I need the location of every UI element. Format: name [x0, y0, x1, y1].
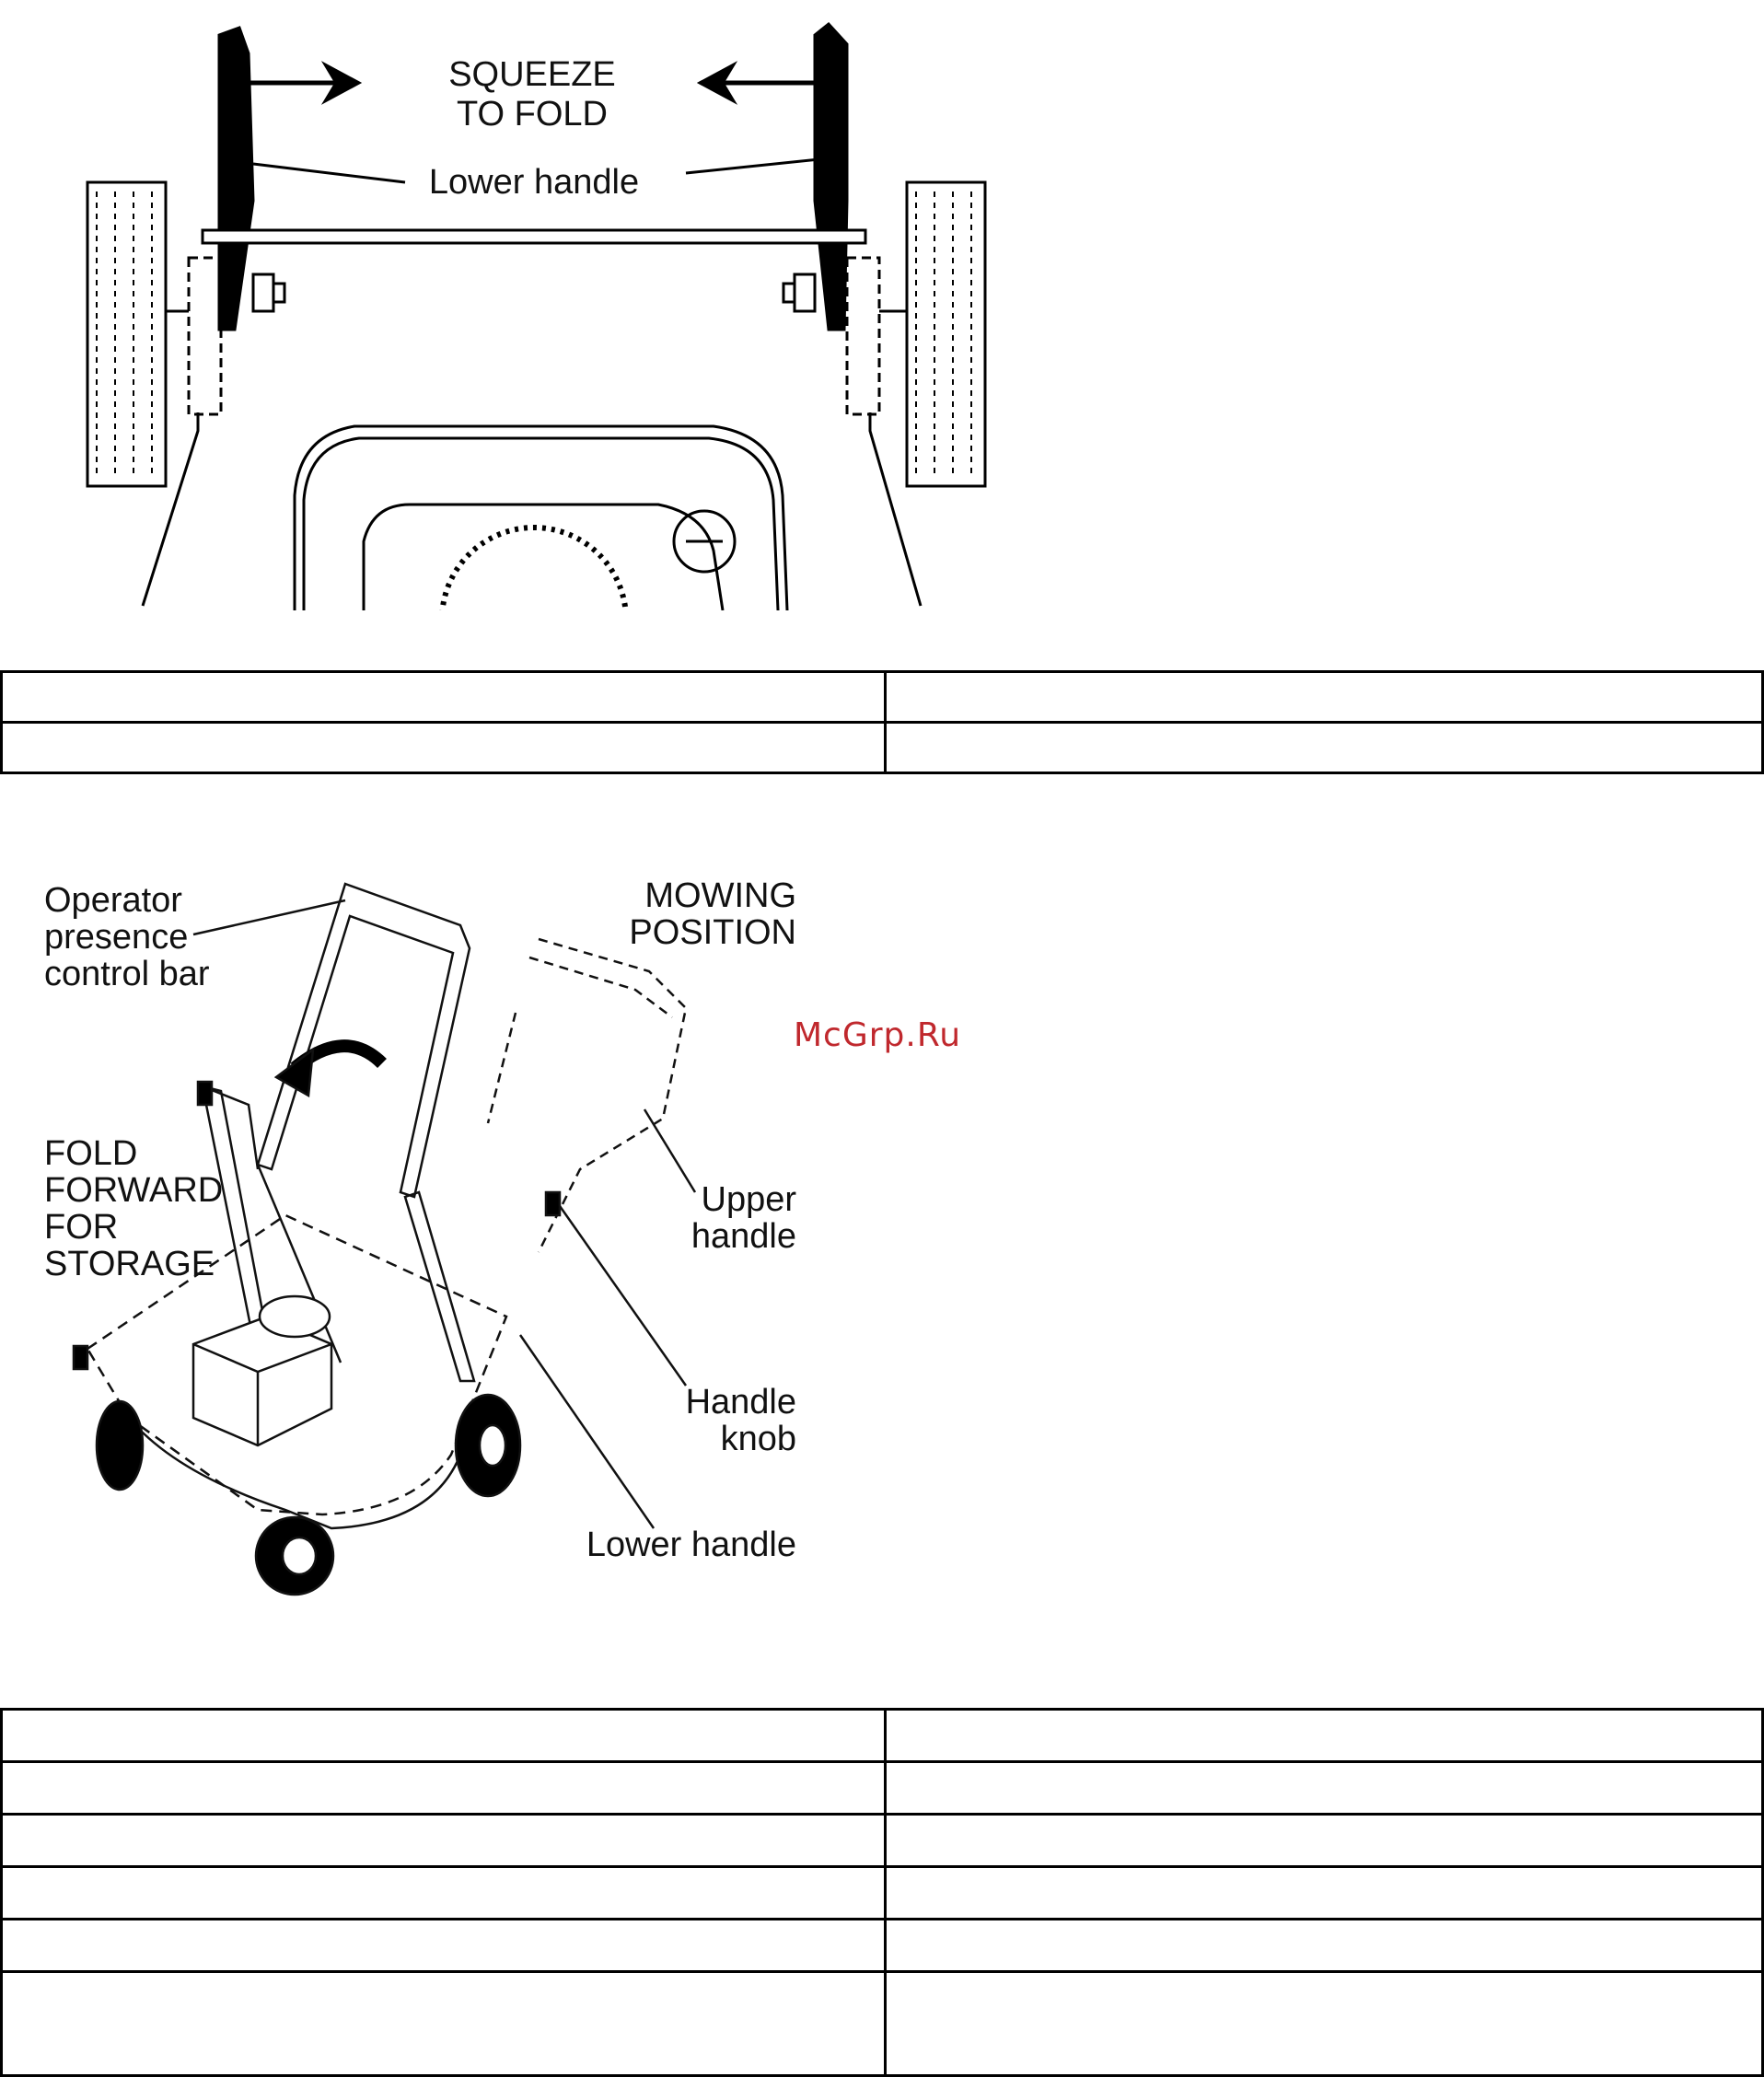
blank-table-1: [0, 670, 1764, 774]
table-cell: [2, 672, 886, 723]
squeeze-label-line1: SQUEEZE: [448, 55, 616, 94]
operator-label-line3: control bar: [44, 955, 210, 993]
table-cell: [886, 1867, 1763, 1920]
lower-handle-label: Lower handle: [586, 1526, 796, 1564]
table-cell: [886, 723, 1763, 773]
operator-label-line1: Operator: [44, 881, 182, 920]
fold-handle-diagram: [78, 17, 990, 610]
operator-label-line2: presence: [44, 918, 189, 957]
watermark: McGrp.Ru: [794, 1016, 962, 1054]
mowing-label-line1: MOWING: [644, 876, 796, 915]
table-row: [2, 723, 1763, 773]
squeeze-label-line2: TO FOLD: [457, 95, 608, 133]
table-cell: [886, 1815, 1763, 1867]
fold-label-line1: FOLD: [44, 1134, 138, 1173]
mowing-label-line2: POSITION: [629, 913, 796, 952]
table-cell: [2, 1972, 886, 2076]
handle-knob-label-line1: Handle: [685, 1383, 796, 1421]
upper-handle-label-line1: Upper: [701, 1180, 796, 1219]
table-row: [2, 1920, 1763, 1972]
fold-label-line4: STORAGE: [44, 1245, 215, 1283]
lower-handle-label: Lower handle: [428, 163, 640, 202]
table-row: [2, 1972, 1763, 2076]
table-cell: [2, 1867, 886, 1920]
table-row: [2, 1867, 1763, 1920]
right-lower-handle: [815, 24, 847, 330]
mower-handle-diagram: [28, 865, 810, 1602]
table-cell: [886, 1920, 1763, 1972]
fold-label-line3: FOR: [44, 1208, 119, 1247]
upper-handle-label-line2: handle: [691, 1217, 796, 1256]
table-cell: [886, 1972, 1763, 2076]
table-row: [2, 1710, 1763, 1762]
table-cell: [886, 672, 1763, 723]
table-row: [2, 1815, 1763, 1867]
left-lower-handle: [219, 28, 253, 330]
table-cell: [2, 1920, 886, 1972]
table-cell: [2, 1710, 886, 1762]
table-row: [2, 672, 1763, 723]
fold-label-line2: FORWARD: [44, 1171, 224, 1210]
table-cell: [886, 1762, 1763, 1815]
table-cell: [886, 1710, 1763, 1762]
table-cell: [2, 1762, 886, 1815]
blank-table-2: [0, 1708, 1764, 2077]
table-cell: [2, 723, 886, 773]
table-cell: [2, 1815, 886, 1867]
table-row: [2, 1762, 1763, 1815]
handle-knob-label-line2: knob: [720, 1420, 796, 1458]
